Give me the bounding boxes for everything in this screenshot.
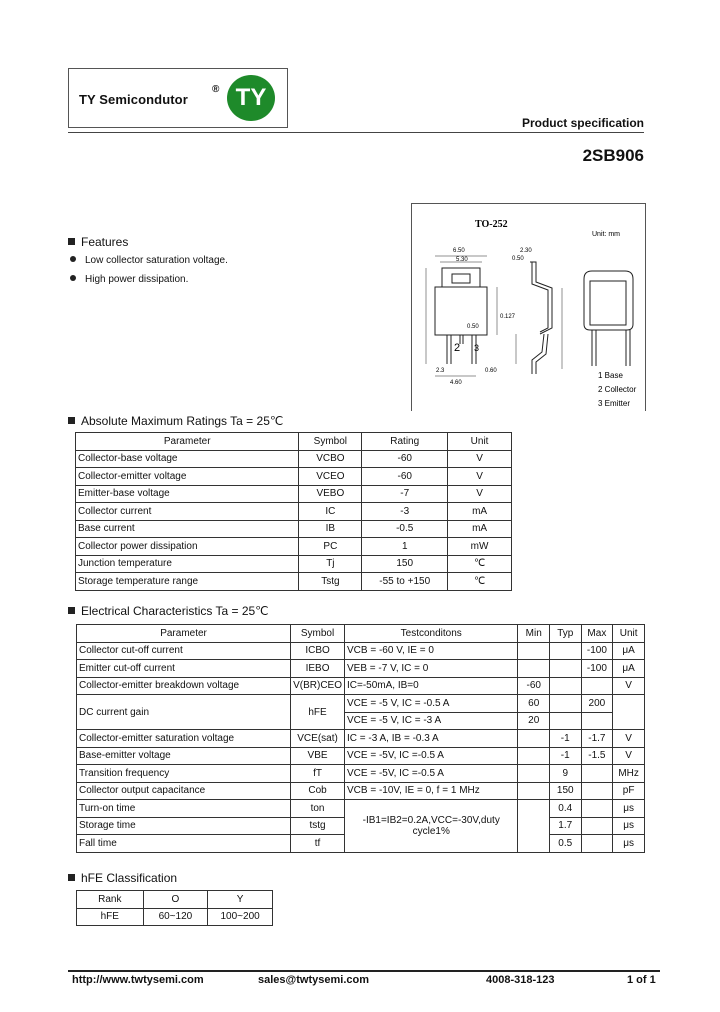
dim-label: 5.30 [456,257,468,263]
max-cell [581,765,613,783]
unit-cell: V [448,485,512,503]
typ-cell [549,712,581,730]
table-row [76,520,512,538]
dim-label: 0.50 [467,324,479,330]
hfe-class-table [76,890,273,926]
condition-cell: VCB = -10V, IE = 0, f = 1 MHz [345,782,518,800]
table-row [77,800,645,818]
unit-cell [613,695,645,730]
feature-item [70,274,188,285]
package-drawing-frame [411,203,646,411]
rating-cell: -7 [362,485,448,503]
rating-cell: -3 [362,503,448,521]
dim-label: 2.3 [436,368,445,374]
parameter-cell: Collector current [76,503,299,521]
unit-label: Unit: mm [592,231,620,238]
condition-cell: -IB1=IB2=0.2A,VCC=-30V,duty cycle1% [345,800,518,853]
condition-cell: VCE = -5 V, IC = -0.5 A [345,695,518,713]
header-cell: O [143,891,208,909]
table-row [76,450,512,468]
header-cell: Testconditons [345,625,518,643]
table-row [76,573,512,591]
parameter-cell: Base current [76,520,299,538]
symbol-cell: IB [299,520,362,538]
rank-label-cell: hFE [77,908,144,926]
condition-cell: VCB = -60 V, IE = 0 [345,642,518,660]
header-cell: Parameter [76,433,299,451]
rating-cell: -60 [362,450,448,468]
symbol-cell: tf [291,835,345,853]
elec-char-table [76,624,645,853]
symbol-cell: VCBO [299,450,362,468]
table-row [77,908,273,926]
typ-cell: 150 [549,782,581,800]
max-cell [581,835,613,853]
header-cell: Rank [77,891,144,909]
features-title: Features [81,235,129,249]
unit-cell: ℃ [448,555,512,573]
elec-char-title: Electrical Characteristics Ta = 25℃ [81,604,269,618]
header-cell: Rating [362,433,448,451]
pin-label: 1 Base [598,371,623,380]
condition-cell: VEB = -7 V, IC = 0 [345,660,518,678]
typ-cell: 0.5 [549,835,581,853]
rank-o-cell: 60~120 [143,908,208,926]
table-row [77,782,645,800]
feature-text: Low collector saturation voltage. [85,255,228,266]
condition-cell: IC=-50mA, IB=0 [345,677,518,695]
feature-text: High power dissipation. [85,274,189,285]
dim-label: 0.50 [512,256,524,262]
pin-number: 3 [474,343,480,353]
symbol-cell: PC [299,538,362,556]
max-cell: -1.5 [581,747,613,765]
symbol-cell: hFE [291,695,345,730]
features-heading [68,235,128,249]
max-cell [581,677,613,695]
table-row [76,503,512,521]
typ-cell: 9 [549,765,581,783]
header-cell: Typ [549,625,581,643]
unit-cell: MHz [613,765,645,783]
header-cell: Y [208,891,273,909]
bullet-square-icon [68,417,75,424]
symbol-cell: fT [291,765,345,783]
company-logo: TY [227,75,275,121]
footer-page-number: 1 of 1 [627,974,656,986]
parameter-cell: Collector output capacitance [77,782,291,800]
parameter-cell: Collector cut-off current [77,642,291,660]
parameter-cell: Collector-base voltage [76,450,299,468]
package-title: TO-252 [475,219,508,230]
table-row [76,555,512,573]
bullet-square-icon [68,607,75,614]
symbol-cell: ICBO [291,642,345,660]
header-rule [68,132,644,133]
tab-notch [452,274,470,283]
symbol-cell: VCEO [299,468,362,486]
unit-cell: μs [613,835,645,853]
symbol-cell: Cob [291,782,345,800]
parameter-cell: Collector-emitter saturation voltage [77,730,291,748]
parameter-cell: Fall time [77,835,291,853]
min-cell [518,747,550,765]
table-row [77,660,645,678]
table-row [77,747,645,765]
max-cell: -1.7 [581,730,613,748]
registered-mark: ® [212,84,220,95]
parameter-cell: Base-emitter voltage [77,747,291,765]
parameter-cell: DC current gain [77,695,291,730]
table-row [76,538,512,556]
hfe-class-heading [68,871,177,885]
unit-cell: V [448,450,512,468]
dim-label: 4.60 [450,380,462,386]
pin-label: 3 Emitter [598,399,631,408]
min-cell: -60 [518,677,550,695]
pin-label: 2 Collector [598,385,637,394]
min-cell [518,642,550,660]
unit-cell: mA [448,520,512,538]
condition-cell: VCE = -5V, IC =-0.5 A [345,747,518,765]
unit-cell: μs [613,817,645,835]
unit-cell: ℃ [448,573,512,591]
header-cell: Unit [613,625,645,643]
table-row [77,695,645,713]
rating-cell: 150 [362,555,448,573]
body-outline [435,287,487,335]
footer-website-link[interactable]: http://www.twtysemi.com [72,974,204,986]
header-cell: Symbol [291,625,345,643]
table-row [76,468,512,486]
abs-max-title: Absolute Maximum Ratings Ta = 25℃ [81,414,284,428]
unit-cell: pF [613,782,645,800]
brand-name: TY Semicondutor [79,92,188,107]
unit-cell: mA [448,503,512,521]
bullet-square-icon [68,874,75,881]
header-cell: Max [581,625,613,643]
typ-cell [549,677,581,695]
condition-cell: IC = -3 A, IB = -0.3 A [345,730,518,748]
header-cell: Min [518,625,550,643]
unit-cell: μs [613,800,645,818]
symbol-cell: VCE(sat) [291,730,345,748]
unit-cell: V [613,730,645,748]
unit-cell: μA [613,660,645,678]
min-cell [518,660,550,678]
unit-cell: mW [448,538,512,556]
min-cell: 20 [518,712,550,730]
symbol-cell: Tstg [299,573,362,591]
min-cell [518,730,550,748]
dim-label: 6.50 [453,248,465,254]
parameter-cell: Storage temperature range [76,573,299,591]
footer-rule [68,970,660,972]
abs-max-table [75,432,512,591]
header-cell: Symbol [299,433,362,451]
min-cell [518,800,550,853]
rating-cell: 1 [362,538,448,556]
parameter-cell: Junction temperature [76,555,299,573]
max-cell: -100 [581,642,613,660]
typ-cell: 1.7 [549,817,581,835]
symbol-cell: Tj [299,555,362,573]
max-cell: 200 [581,695,613,713]
unit-cell: V [613,677,645,695]
footer-phone: 4008-318-123 [486,974,555,986]
parameter-cell: Storage time [77,817,291,835]
table-header-row [76,433,512,451]
min-cell [518,782,550,800]
parameter-cell: Emitter-base voltage [76,485,299,503]
rating-cell: -55 to +150 [362,573,448,591]
table-header-row [77,625,645,643]
table-header-row [77,891,273,909]
rating-cell: -0.5 [362,520,448,538]
table-row [77,765,645,783]
symbol-cell: ton [291,800,345,818]
dim-label: 0.60 [485,368,497,374]
symbol-cell: VBE [291,747,345,765]
unit-cell: V [448,468,512,486]
typ-cell: -1 [549,747,581,765]
dim-label: 0.127 [500,314,516,320]
feature-item [70,255,228,266]
rank-y-cell: 100~200 [208,908,273,926]
abs-max-heading [68,414,283,428]
hfe-class-title: hFE Classification [81,871,178,885]
parameter-cell: Emitter cut-off current [77,660,291,678]
package-outline-drawing [412,204,645,411]
product-specification-label: Product specification [521,116,644,130]
parameter-cell: Collector-emitter breakdown voltage [77,677,291,695]
min-cell: 60 [518,695,550,713]
table-row [77,642,645,660]
unit-cell: V [613,747,645,765]
table-row [77,677,645,695]
symbol-cell: IC [299,503,362,521]
table-row [77,730,645,748]
typ-cell [549,642,581,660]
parameter-cell: Collector-emitter voltage [76,468,299,486]
symbol-cell: IEBO [291,660,345,678]
table-row [76,485,512,503]
condition-cell: VCE = -5V, IC =-0.5 A [345,765,518,783]
pin-number: 2 [454,342,461,354]
typ-cell [549,660,581,678]
parameter-cell: Turn-on time [77,800,291,818]
header-cell: Unit [448,433,512,451]
max-cell: -100 [581,660,613,678]
max-cell [581,712,613,730]
bullet-dot-icon [70,256,76,262]
parameter-cell: Collector power dissipation [76,538,299,556]
tab-outline [442,268,480,287]
typ-cell: -1 [549,730,581,748]
symbol-cell: tstg [291,817,345,835]
unit-cell: μA [613,642,645,660]
bullet-square-icon [68,238,75,245]
condition-cell: VCE = -5 V, IC = -3 A [345,712,518,730]
rating-cell: -60 [362,468,448,486]
max-cell [581,817,613,835]
header-cell: Parameter [77,625,291,643]
max-cell [581,782,613,800]
min-cell [518,765,550,783]
dim-label: 2.30 [520,248,532,254]
parameter-cell: Transition frequency [77,765,291,783]
max-cell [581,800,613,818]
part-number: 2SB906 [582,146,644,165]
footer-email-link[interactable]: sales@twtysemi.com [258,974,369,986]
bullet-dot-icon [70,275,76,281]
symbol-cell: VEBO [299,485,362,503]
typ-cell [549,695,581,713]
elec-char-heading [68,604,269,618]
typ-cell: 0.4 [549,800,581,818]
symbol-cell: V(BR)CEO [291,677,345,695]
